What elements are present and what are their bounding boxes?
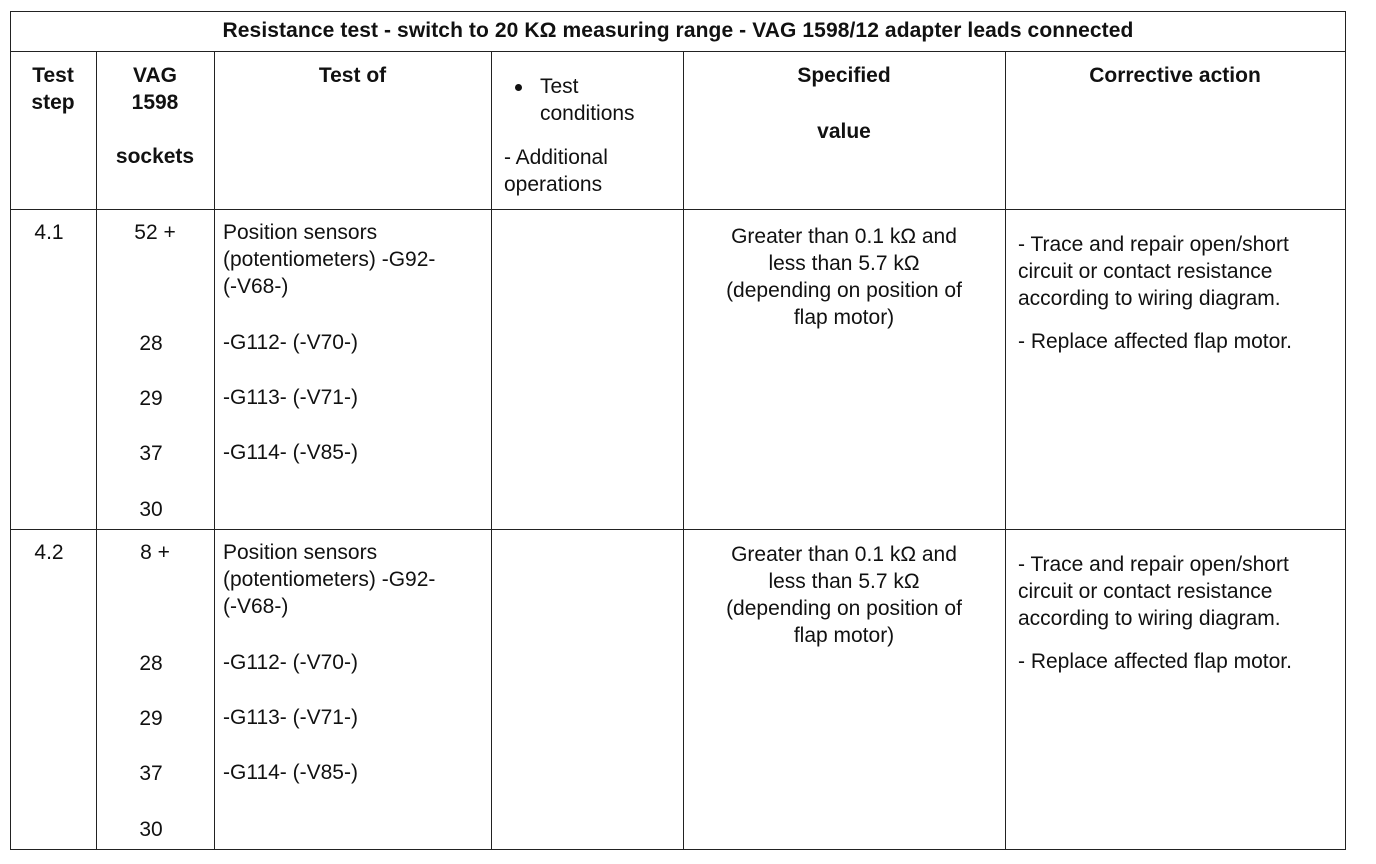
row-2-test-of: -G113- (-V71-) [223,706,358,729]
header-divider [10,209,1346,210]
title-divider [10,51,1346,52]
header-additional-operations: - Additional operations [504,146,608,196]
row-1-socket: 30 [139,498,163,521]
row-2-test-of: Position sensors (potentiometers) -G92- (-V68-) [223,541,436,618]
row-1-socket: 28 [139,332,163,355]
bullet-icon [515,84,522,91]
col-divider-4 [683,51,684,850]
table-title: Resistance test - switch to 20 KΩ measuring range - VAG 1598/12 adapter leads connected [222,19,1134,42]
table-border-top [10,11,1346,12]
header-specified-value: Specified value [797,64,891,143]
row-2-test-of: -G114- (-V85-) [223,761,358,784]
row-1-corrective-action: - Trace and repair open/short circuit or contact resistance according to wiring diagram. - Replace affected flap motor. [1018,233,1292,353]
table-border-bottom [10,849,1346,850]
col-divider-3 [491,51,492,850]
row-2-step: 4.2 [34,541,64,564]
row-1-socket: 52 + [134,221,176,244]
row-divider [10,529,1346,530]
row-1-test-of: -G113- (-V71-) [223,386,358,409]
row-1-test-of: -G112- (-V70-) [223,331,358,354]
row-1-test-of: Position sensors (potentiometers) -G92- (-V68-) [223,221,436,298]
header-test-of: Test of [318,64,387,87]
col-divider-5 [1005,51,1006,850]
header-test-conditions: Test conditions [505,73,635,127]
row-2-socket: 30 [139,818,163,841]
row-2-socket: 37 [139,762,163,785]
row-1-specified-value: Greater than 0.1 kΩ and less than 5.7 kΩ (depending on position of flap motor) [726,225,962,329]
row-1-socket: 29 [139,387,163,410]
row-1-socket: 37 [139,442,163,465]
row-2-corrective-action: - Trace and repair open/short circuit or contact resistance according to wiring diagram. - Replace affected flap motor. [1018,553,1292,673]
row-2-test-of: -G112- (-V70-) [223,651,358,674]
table-border-right [1345,11,1346,850]
row-2-socket: 29 [139,707,163,730]
row-2-specified-value: Greater than 0.1 kΩ and less than 5.7 kΩ (depending on position of flap motor) [726,543,962,647]
col-divider-2 [214,51,215,850]
table-border-left [10,11,11,850]
header-test-step: Test step [31,64,75,114]
header-corrective-action: Corrective action [1089,64,1261,87]
header-sockets: VAG 1598 sockets [115,64,195,168]
row-1-step: 4.1 [34,221,64,244]
resistance-test-table [10,11,1346,850]
row-2-socket: 28 [139,652,163,675]
row-1-test-of: -G114- (-V85-) [223,441,358,464]
row-2-socket: 8 + [140,541,170,564]
